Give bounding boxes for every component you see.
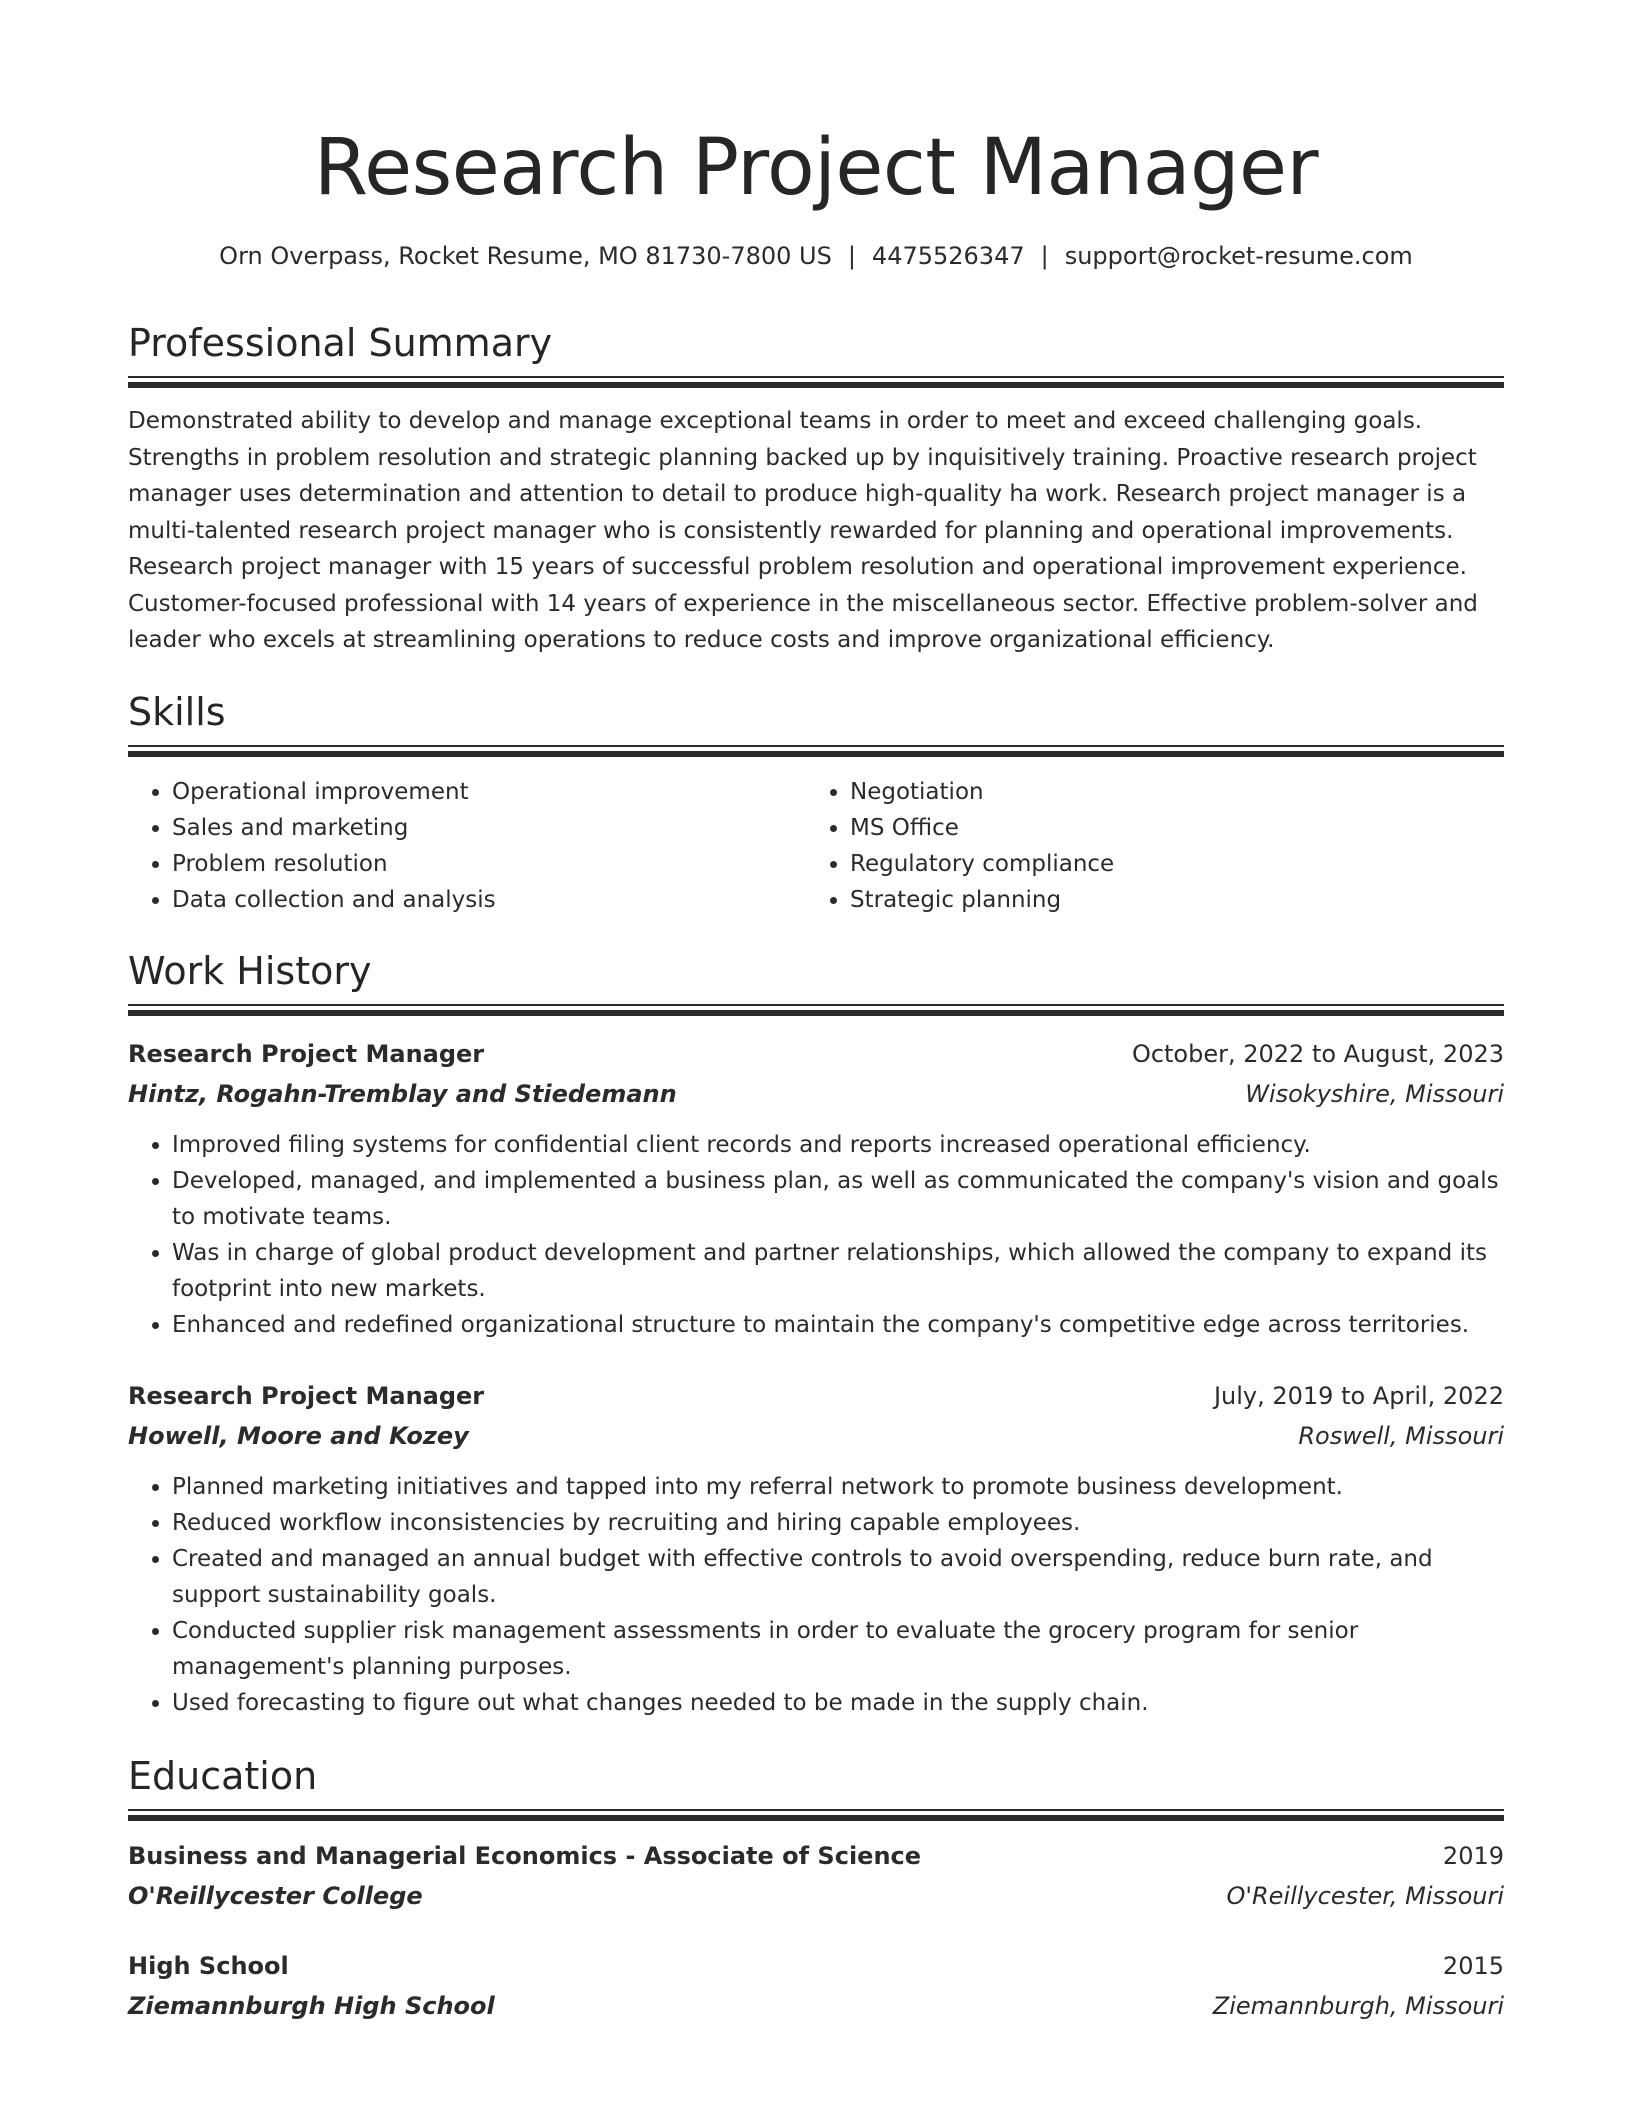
job-location: Roswell, Missouri: [1298, 1422, 1504, 1450]
work-heading: Work History: [128, 949, 372, 993]
education-divider: [128, 1809, 1504, 1823]
skills-heading: Skills: [128, 690, 226, 734]
job-dates: October, 2022 to August, 2023: [1131, 1040, 1504, 1068]
education-entry: [128, 1946, 1504, 2026]
education-entry: [128, 1836, 1504, 1916]
summary-divider: [128, 376, 1504, 390]
summary-text: [128, 403, 1504, 659]
contact-line: [128, 238, 1504, 274]
job-company: Hintz, Rogahn-Tremblay and Stiedemann: [128, 1080, 677, 1108]
job-location: Wisokyshire, Missouri: [1245, 1080, 1504, 1108]
resume-title: Research Project Manager: [313, 123, 1319, 213]
job-bullets: [128, 1127, 1504, 1343]
skill-item: • Regulatory compliance: [850, 846, 1466, 882]
job-bullet: • Improved filing systems for confidential client records and reports increased operational efficiency.: [172, 1127, 1504, 1163]
summary-heading: Professional Summary: [128, 321, 553, 365]
skill-item: • Operational improvement: [172, 774, 788, 810]
summary-line: leader who excels at streamlining operations to reduce costs and improve organizational efficiency.: [128, 627, 1275, 653]
contact-separator: |: [847, 242, 856, 270]
job-bullet: • Used forecasting to figure out what changes needed to be made in the supply chain.: [172, 1685, 1504, 1721]
job-bullet: • Created and managed an annual budget with effective controls to avoid overspending, reduce burn rate, and support sustainability goals.: [172, 1541, 1504, 1613]
education-location: O'Reillycester, Missouri: [1226, 1882, 1504, 1910]
job-title: Research Project Manager: [128, 1382, 485, 1410]
education-year: 2019: [1442, 1842, 1504, 1870]
skills-divider: [128, 745, 1504, 759]
contact-separator: |: [1040, 242, 1049, 270]
skill-item: • Data collection and analysis: [172, 882, 788, 918]
job-entry: [128, 1034, 1504, 1343]
contact-email: support@rocket-resume.com: [1064, 242, 1413, 270]
skill-item: • Problem resolution: [172, 846, 788, 882]
skill-item: • Strategic planning: [850, 882, 1466, 918]
education-degree: Business and Managerial Economics - Associate of Science: [128, 1842, 922, 1870]
skill-item: • MS Office: [850, 810, 1466, 846]
contact-phone: 4475526347: [871, 242, 1025, 270]
skill-item: • Negotiation: [850, 774, 1466, 810]
job-bullets: [128, 1469, 1504, 1721]
education-year: 2015: [1442, 1952, 1504, 1980]
skill-item: • Sales and marketing: [172, 810, 788, 846]
summary-line: Demonstrated ability to develop and manage exceptional teams in order to meet and exceed challenging goals.: [128, 408, 1423, 434]
job-company: Howell, Moore and Kozey: [128, 1422, 469, 1450]
summary-line: Customer-focused professional with 14 years of experience in the miscellaneous sector. Effective problem-solver and: [128, 590, 1478, 617]
job-title: Research Project Manager: [128, 1040, 485, 1068]
skills-column-left: [128, 774, 788, 918]
job-bullet: • Developed, managed, and implemented a business plan, as well as communicated the company's vision and goals to motivate teams.: [172, 1163, 1504, 1235]
education-location: Ziemannburgh, Missouri: [1212, 1992, 1504, 2020]
job-bullet: • Planned marketing initiatives and tapped into my referral network to promote business development.: [172, 1469, 1504, 1505]
contact-address: Orn Overpass, Rocket Resume, MO 81730-7800 US: [219, 242, 832, 270]
job-bullet: • Enhanced and redefined organizational structure to maintain the company's competitive edge across territories.: [172, 1307, 1504, 1343]
summary-line: multi-talented research project manager who is consistently rewarded for planning and operational improvements.: [128, 517, 1454, 544]
education-degree: High School: [128, 1952, 289, 1980]
skills-column-right: [806, 774, 1466, 918]
work-divider: [128, 1004, 1504, 1018]
education-school: O'Reillycester College: [128, 1882, 423, 1910]
job-bullet: • Was in charge of global product development and partner relationships, which allowed the company to expand its footprint into new markets.: [172, 1235, 1504, 1307]
education-heading: Education: [128, 1754, 318, 1798]
summary-line: Research project manager with 15 years of successful problem resolution and operational improvement experience.: [128, 554, 1467, 580]
job-dates: July, 2019 to April, 2022: [1213, 1382, 1504, 1410]
job-bullet: • Reduced workflow inconsistencies by recruiting and hiring capable employees.: [172, 1505, 1504, 1541]
job-bullet: • Conducted supplier risk management assessments in order to evaluate the grocery program for senior management's planning purposes.: [172, 1613, 1504, 1685]
education-school: Ziemannburgh High School: [128, 1992, 495, 2020]
summary-line: Strengths in problem resolution and strategic planning backed up by inquisitively training. Proactive research project: [128, 444, 1477, 471]
summary-line: manager uses determination and attention to detail to produce high-quality ha work. Research project manager is a: [128, 481, 1467, 507]
job-entry: [128, 1376, 1504, 1721]
